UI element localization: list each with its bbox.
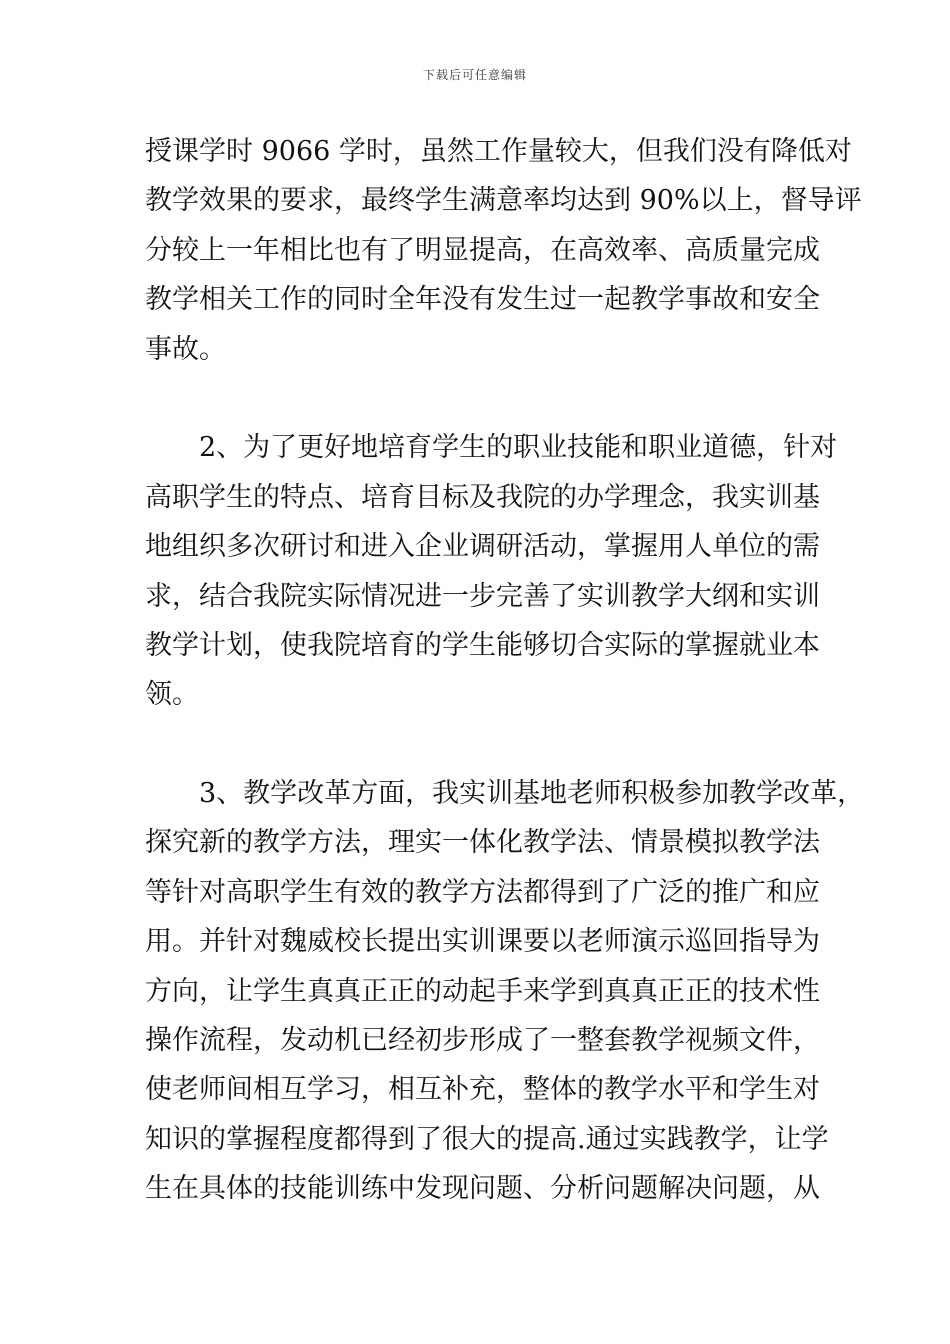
text-line: 3、教学改革方面，我实训基地老师积极参加教学改革，: [145, 778, 865, 810]
paragraph-spacer: [145, 720, 825, 769]
text-line: 使老师间相互学习，相互补充，整体的教学水平和学生对: [145, 1074, 820, 1106]
document-body: [145, 127, 865, 1214]
text-line: 教学效果的要求，最终学生满意率均达到 90%以上，督导评: [145, 185, 862, 217]
text-line: 教学相关工作的同时全年没有发生过一起教学事故和安全: [145, 284, 820, 316]
text-line: 事故。: [145, 333, 226, 365]
paragraph-spacer: [145, 374, 825, 423]
text-line: 分较上一年相比也有了明显提高，在高效率、高质量完成: [145, 234, 820, 266]
text-line: 领。: [145, 679, 199, 711]
paragraph-2: [145, 423, 838, 719]
text-line: 方向，让学生真真正正的动起手来学到真真正正的技术性: [145, 975, 820, 1007]
text-line: 操作流程，发动机已经初步形成了一整套教学视频文件，: [145, 1025, 820, 1057]
text-line: 探究新的教学方法，理实一体化教学法、情景模拟教学法: [145, 827, 820, 859]
page-header: 下载后可任意编辑: [422, 68, 527, 82]
text-line: 高职学生的特点、培育目标及我院的办学理念，我实训基: [145, 481, 820, 513]
text-line: 授课学时 9066 学时，虽然工作量较大，但我们没有降低对: [145, 136, 852, 167]
text-line: 用。并针对魏威校长提出实训课要以老师演示巡回指导为: [145, 926, 820, 958]
text-line: 等针对高职学生有效的教学方法都得到了广泛的推广和应: [145, 876, 820, 908]
paragraph-1: [145, 127, 862, 374]
text-line: 2、为了更好地培育学生的职业技能和职业道德，针对: [145, 432, 838, 464]
text-line: 地组织多次研讨和进入企业调研活动，掌握用人单位的需: [145, 531, 820, 563]
text-line: 教学计划，使我院培育的学生能够切合实际的掌握就业本: [145, 629, 820, 661]
text-line: 求，结合我院实际情况进一步完善了实训教学大纲和实训: [145, 580, 820, 612]
paragraph-3: [145, 769, 865, 1214]
text-line: 生在具体的技能训练中发现问题、分析问题解决问题，从: [145, 1173, 820, 1205]
text-line: 知识的掌握程度都得到了很大的提高.通过实践教学，让学: [145, 1123, 829, 1155]
